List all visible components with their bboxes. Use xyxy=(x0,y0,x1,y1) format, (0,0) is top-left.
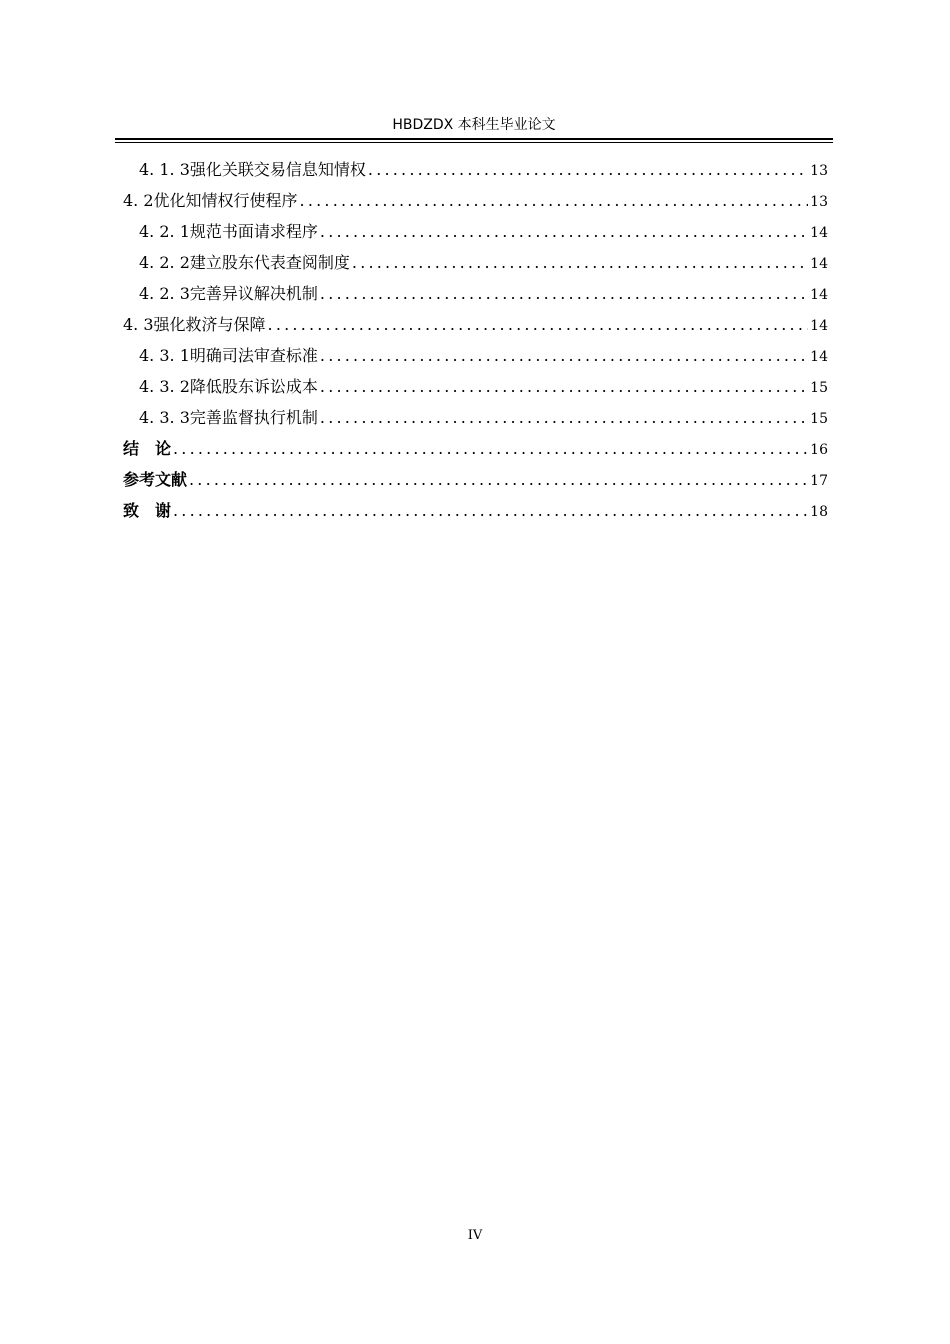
toc-entry-4-2-2[interactable] xyxy=(123,247,828,278)
toc-title: 致 谢 xyxy=(123,501,172,520)
toc-title: 明确司法审查标准 xyxy=(189,346,318,365)
toc-page: 14 xyxy=(810,318,828,334)
toc-title: 结 论 xyxy=(123,439,172,458)
toc-page: 13 xyxy=(810,194,828,210)
toc-number: 4. 1. 3 xyxy=(139,160,190,179)
toc-leader xyxy=(320,402,808,433)
toc-title: 参考文献 xyxy=(123,470,188,489)
toc-entry-references[interactable] xyxy=(123,464,828,495)
header-rule-thick xyxy=(115,138,833,140)
toc-leader xyxy=(173,495,808,526)
table-of-contents xyxy=(123,154,828,526)
toc-leader xyxy=(368,154,808,185)
toc-page: 15 xyxy=(810,411,828,427)
toc-entry-4-2-1[interactable] xyxy=(123,216,828,247)
toc-leader xyxy=(189,464,808,495)
toc-entry-acknowledgements[interactable] xyxy=(123,495,828,526)
toc-number: 4. 2. 3 xyxy=(139,284,190,303)
toc-page: 15 xyxy=(810,380,828,396)
toc-page: 14 xyxy=(810,349,828,365)
toc-leader xyxy=(320,340,808,371)
toc-number: 4. 2 xyxy=(123,191,154,210)
toc-number: 4. 3 xyxy=(123,315,154,334)
toc-title: 建立股东代表查阅制度 xyxy=(189,253,350,272)
toc-number: 4. 3. 1 xyxy=(139,346,190,365)
toc-page: 14 xyxy=(810,225,828,241)
toc-title: 完善监督执行机制 xyxy=(189,408,318,427)
header-rule-thin xyxy=(115,142,833,143)
toc-entry-4-3-3[interactable] xyxy=(123,402,828,433)
toc-entry-conclusion[interactable] xyxy=(123,433,828,464)
toc-leader xyxy=(268,309,809,340)
toc-leader xyxy=(320,216,808,247)
toc-leader xyxy=(173,433,808,464)
toc-title: 优化知情权行使程序 xyxy=(153,191,298,210)
toc-page: 13 xyxy=(810,163,828,179)
toc-entry-4-2-3[interactable] xyxy=(123,278,828,309)
toc-page: 14 xyxy=(810,287,828,303)
toc-title: 完善异议解决机制 xyxy=(189,284,318,303)
toc-number: 4. 3. 2 xyxy=(139,377,190,396)
toc-title: 强化救济与保障 xyxy=(153,315,266,334)
toc-page: 18 xyxy=(810,504,828,520)
toc-entry-4-3-2[interactable] xyxy=(123,371,828,402)
toc-title: 强化关联交易信息知情权 xyxy=(189,160,366,179)
toc-leader xyxy=(352,247,808,278)
toc-leader xyxy=(300,185,809,216)
toc-page: 16 xyxy=(810,442,828,458)
toc-leader xyxy=(320,371,808,402)
page-number: IV xyxy=(467,1228,483,1243)
toc-entry-4-3[interactable] xyxy=(123,309,828,340)
toc-page: 14 xyxy=(810,256,828,272)
toc-number: 4. 2. 2 xyxy=(139,253,190,272)
toc-entry-4-1-3[interactable] xyxy=(123,154,828,185)
toc-title: 规范书面请求程序 xyxy=(189,222,318,241)
toc-entry-4-3-1[interactable] xyxy=(123,340,828,371)
toc-number: 4. 3. 3 xyxy=(139,408,190,427)
toc-number: 4. 2. 1 xyxy=(139,222,190,241)
toc-entry-4-2[interactable] xyxy=(123,185,828,216)
toc-page: 17 xyxy=(810,473,828,489)
toc-title: 降低股东诉讼成本 xyxy=(189,377,318,396)
running-header: HBDZDX 本科生毕业论文 xyxy=(392,117,556,133)
toc-leader xyxy=(320,278,808,309)
